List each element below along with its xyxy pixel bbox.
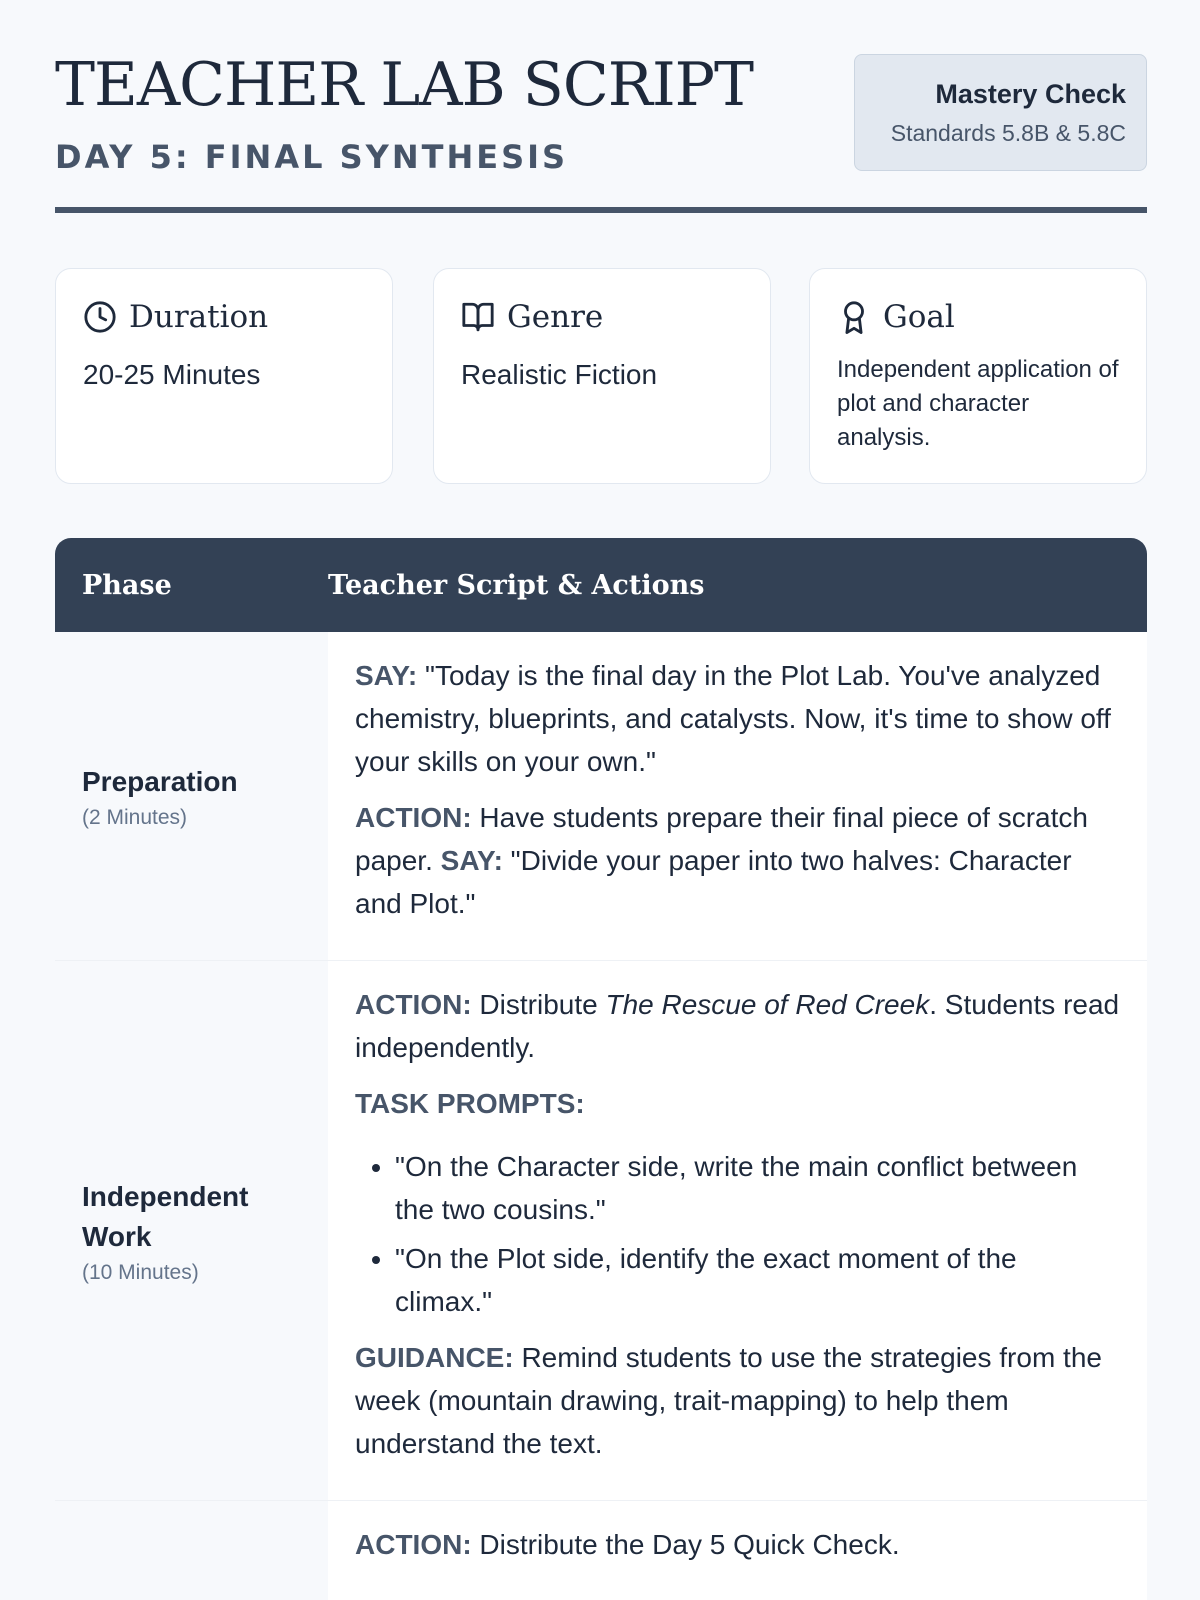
script-paragraph (355, 1336, 1121, 1465)
column-header-script: Teacher Script & Actions (328, 569, 705, 601)
phase-time: (10 Minutes) (82, 1260, 199, 1284)
action-label: ACTION: (355, 1529, 472, 1560)
phase-cell (55, 1501, 328, 1600)
script-table (55, 538, 1147, 1600)
list-item: • "On the Plot side, identify the exact moment of the climax." (395, 1237, 1121, 1323)
table-row (55, 1501, 1147, 1600)
script-text: Remind students to use the strategies from the week (mountain drawing, trait-mapping) to help them understand the text. (355, 1342, 1102, 1459)
header-divider (55, 207, 1147, 213)
mastery-badge (854, 54, 1147, 171)
card-genre (433, 268, 771, 484)
card-label: Goal (883, 299, 955, 335)
card-duration (55, 268, 393, 484)
badge-standards: Standards 5.8B & 5.8C (890, 120, 1126, 146)
table-row (55, 961, 1147, 1501)
page-subtitle: DAY 5: FINAL SYNTHESIS (55, 138, 569, 176)
badge-title: Mastery Check (935, 79, 1126, 109)
script-cell (328, 961, 1147, 1500)
script-text: Distribute (471, 989, 606, 1020)
card-value: Independent application of plot and character analysis. (837, 356, 1119, 451)
task-prompt-list (395, 1145, 1121, 1323)
phase-name: Preparation (82, 766, 238, 797)
book-open-icon (461, 300, 495, 334)
script-cell (328, 632, 1147, 960)
script-text: "Divide your paper into two halves: Character and Plot." (355, 845, 1072, 919)
list-item: • "On the Character side, write the main conflict between the two cousins." (395, 1145, 1121, 1231)
card-value: 20-25 Minutes (83, 359, 261, 390)
task-prompts-label: TASK PROMPTS: (355, 1088, 585, 1119)
story-title: The Rescue of Red Creek (605, 989, 930, 1020)
action-label: ACTION: (355, 989, 472, 1020)
script-text: "Today is the final day in the Plot Lab. You've analyzed chemistry, blueprints, and catalysts. Now, it's time to show off your skills on your own." (355, 660, 1111, 777)
phase-name: Independent Work (82, 1180, 249, 1252)
script-paragraph (355, 796, 1121, 925)
card-goal (809, 268, 1147, 484)
header (55, 0, 1147, 215)
script-cell (328, 1501, 1147, 1600)
info-cards (55, 268, 1147, 484)
guidance-label: GUIDANCE: (355, 1342, 514, 1373)
table-header (55, 538, 1147, 632)
phase-time: (2 Minutes) (82, 806, 188, 829)
clock-icon (83, 300, 117, 334)
table-row (55, 632, 1147, 961)
script-paragraph (355, 983, 1121, 1069)
card-label: Genre (507, 299, 604, 335)
award-icon (837, 300, 871, 334)
script-text: Have students prepare their final piece of scratch paper. (355, 802, 1088, 876)
card-value: Realistic Fiction (461, 359, 658, 390)
column-header-phase: Phase (82, 569, 172, 601)
phase-cell (55, 632, 328, 960)
page-title: TEACHER LAB SCRIPT (55, 50, 754, 120)
card-label: Duration (129, 299, 269, 335)
script-paragraph (355, 654, 1121, 783)
script-text: Distribute the Day 5 Quick Check. (471, 1529, 900, 1560)
page (55, 0, 1147, 1560)
say-label: SAY: (355, 660, 418, 691)
say-label: SAY: (440, 845, 503, 876)
phase-cell (55, 961, 328, 1500)
script-text: . Students read independently. (355, 989, 1120, 1063)
script-paragraph (355, 1523, 1121, 1566)
action-label: ACTION: (355, 802, 472, 833)
